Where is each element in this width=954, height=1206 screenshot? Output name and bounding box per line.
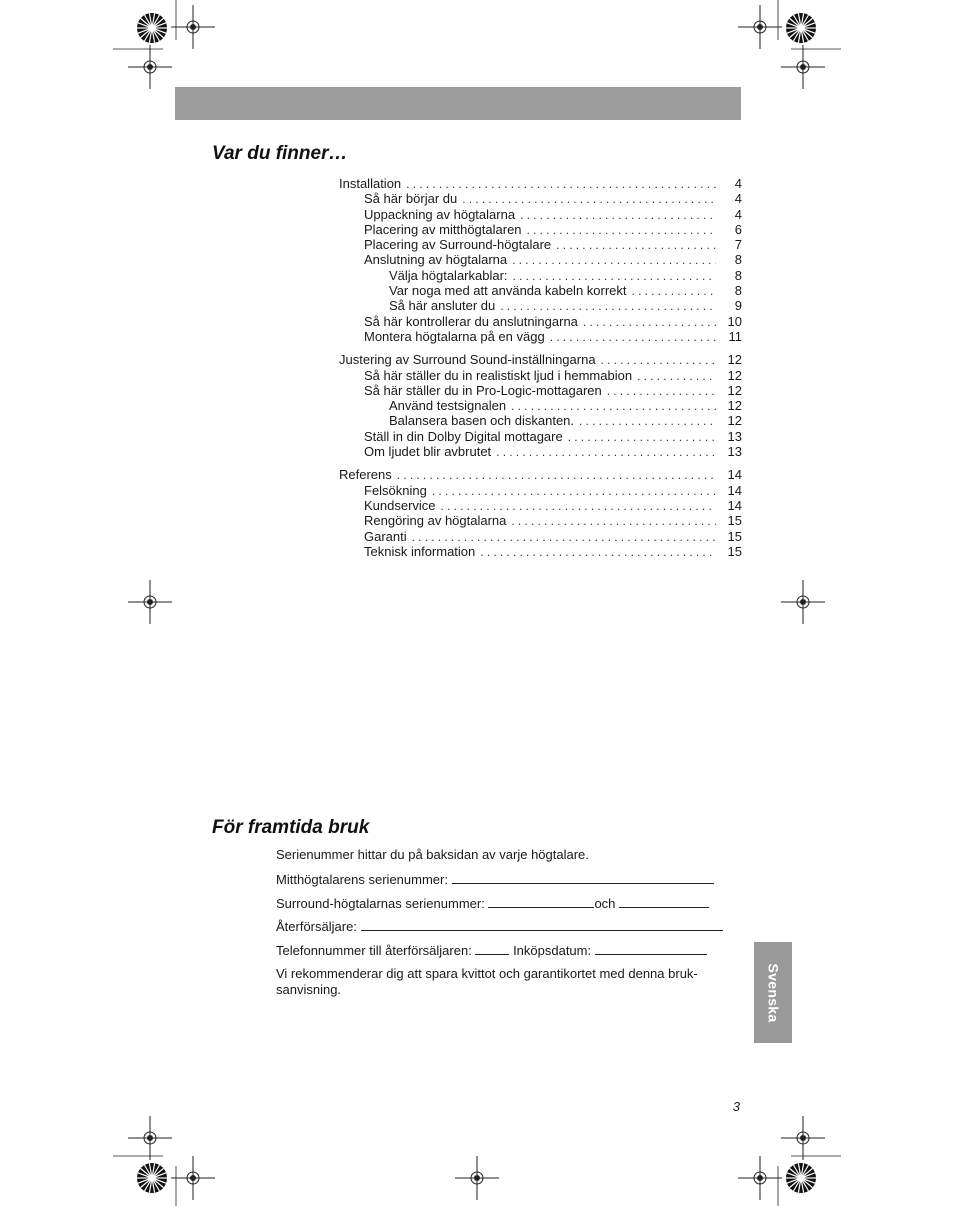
dealer-label: Återförsäljare: [276,919,357,934]
toc-entry-label: Installation [339,176,402,191]
toc-entry-label: Så här ansluter du [389,298,496,314]
toc-entry [339,529,742,544]
toc-entry-page: 14 [727,482,742,498]
toc-entry-label: Montera högtalarna på en vägg [364,328,545,344]
toc-entry-page: 10 [727,313,742,329]
toc-leader-dots [500,299,716,314]
toc-leader-dots [637,369,716,384]
toc-entry [339,383,742,398]
toc-entry-page: 7 [734,237,742,253]
toc-entry-page: 4 [734,206,742,222]
toc-entry [339,498,742,513]
toc-entry-label: Justering av Surround Sound-inställningarna [339,352,596,368]
surround-serial-blank-2[interactable] [619,895,709,908]
page-number: 3 [732,1099,740,1114]
registration-crosshair-icon [455,1156,499,1200]
toc-leader-dots [601,353,716,368]
toc-entry [339,368,742,383]
registration-starburst-icon [786,1163,816,1193]
toc-entry-label: Kundservice [364,497,436,513]
dealer-phone-blank[interactable] [475,942,509,955]
future-use-title: För framtida bruk [212,817,370,838]
toc-entry-label: Placering av mitthögtalaren [364,221,522,237]
surround-serial-and: och [594,896,616,911]
toc-entry-page: 8 [734,252,742,268]
toc-leader-dots [496,445,716,460]
dealer-blank[interactable] [361,918,723,931]
toc-entry [339,513,742,528]
center-serial-blank[interactable] [452,871,714,884]
toc-leader-dots [462,192,716,207]
toc-entry-page: 14 [727,467,742,483]
registration-crosshair-icon [781,45,825,89]
toc-entry-label: Om ljudet blir avbrutet [364,444,492,460]
toc-entry [339,467,742,482]
dealer-phone-label: Telefonnummer till återförsäljaren: [276,943,472,958]
toc-leader-dots [480,545,716,560]
purchase-date-label: Inköpsdatum: [513,943,592,958]
toc-entry-page: 12 [727,352,742,368]
toc-entry-label: Balansera basen och diskanten. [389,413,575,429]
toc-leader-dots [511,399,716,414]
toc-leader-dots [550,330,716,345]
table-of-contents [339,176,742,567]
dealer-phone-row [276,942,707,958]
registration-crosshair-icon [781,580,825,624]
toc-leader-dots [406,177,716,192]
toc-entry-page: 12 [727,413,742,429]
toc-leader-dots [556,238,716,253]
toc-entry [339,268,742,283]
toc-leader-dots [397,468,716,483]
toc-entry [339,283,742,298]
language-tab [754,942,792,1043]
toc-leader-dots [520,208,716,223]
toc-entry [339,252,742,267]
center-serial-row [276,871,714,887]
toc-leader-dots [568,430,716,445]
toc-entry-page: 12 [727,367,742,383]
toc-entry-page: 12 [727,398,742,414]
registration-crosshair-icon [171,5,215,49]
toc-entry-page: 4 [734,176,742,191]
toc-entry-label: Så här kontrollerar du anslutningarna [364,313,578,329]
surround-serial-row [276,895,709,911]
toc-entry [339,222,742,237]
toc-entry-label: Var noga med att använda kabeln korrekt [389,283,627,299]
toc-entry-page: 12 [727,382,742,398]
toc-entry [339,483,742,498]
toc-entry [339,298,742,313]
registration-crosshair-icon [128,580,172,624]
recommendation-text: Vi rekommenderar dig att spara kvittot och garantikortet med denna bruk-sanvisning. [276,966,698,997]
toc-entry-page: 13 [727,428,742,444]
toc-entry [339,444,742,459]
toc-entry-page: 14 [727,497,742,513]
toc-entry [339,413,742,428]
surround-serial-label: Surround-högtalarnas serienummer: [276,896,485,911]
toc-leader-dots [412,530,716,545]
serial-intro-text: Serienummer hittar du på baksidan av varje högtalare. [276,847,589,862]
registration-crosshair-icon [128,45,172,89]
toc-group [339,352,742,459]
toc-entry-label: Garanti [364,528,407,544]
toc-entry-page: 8 [734,267,742,283]
toc-entry-page: 8 [734,283,742,299]
center-serial-label: Mitthögtalarens serienummer: [276,872,448,887]
toc-entry-label: Uppackning av högtalarna [364,206,516,222]
registration-crosshair-icon [738,1156,782,1200]
toc-entry [339,191,742,206]
toc-entry [339,237,742,252]
toc-entry [339,398,742,413]
toc-group [339,176,742,344]
toc-entry-label: Anslutning av högtalarna [364,252,508,268]
toc-leader-dots [583,315,716,330]
toc-entry-label: Så här ställer du in Pro-Logic-mottagaren [364,382,602,398]
registration-crosshair-icon [171,1156,215,1200]
surround-serial-blank-1[interactable] [488,895,594,908]
toc-entry-page: 9 [734,298,742,314]
toc-leader-dots [441,499,716,514]
purchase-date-blank[interactable] [595,942,707,955]
toc-entry [339,544,742,559]
toc-entry-page: 15 [727,528,742,544]
registration-crosshair-icon [738,5,782,49]
registration-crosshair-icon [781,1116,825,1160]
toc-entry-label: Felsökning [364,482,427,498]
language-tab-label: Svenska [765,963,782,1022]
registration-crosshair-icon [128,1116,172,1160]
toc-entry-label: Referens [339,467,392,483]
toc-title: Var du finner… [212,143,348,164]
toc-entry [339,429,742,444]
registration-starburst-icon [786,13,816,43]
toc-leader-dots [527,223,716,238]
toc-leader-dots [511,514,716,529]
toc-entry-page: 13 [727,444,742,460]
toc-entry [339,352,742,367]
toc-entry-label: Så här ställer du in realistiskt ljud i hemmabion [364,367,633,383]
toc-leader-dots [632,284,716,299]
toc-leader-dots [512,253,716,268]
toc-entry-label: Teknisk information [364,543,476,559]
toc-entry-page: 15 [727,543,742,559]
registration-starburst-icon [137,1163,167,1193]
toc-entry-label: Välja högtalarkablar: [389,267,508,283]
toc-entry-label: Ställ in din Dolby Digital mottagare [364,428,563,444]
toc-entry [339,329,742,344]
registration-starburst-icon [137,13,167,43]
toc-entry-label: Placering av Surround-högtalare [364,237,552,253]
toc-entry-page: 11 [728,328,742,344]
toc-entry-page: 15 [727,513,742,529]
toc-entry-label: Rengöring av högtalarna [364,513,507,529]
toc-leader-dots [579,414,716,429]
toc-entry [339,176,742,191]
toc-entry [339,314,742,329]
toc-entry-page: 6 [734,221,742,237]
toc-entry-label: Använd testsignalen [389,398,507,414]
toc-leader-dots [432,484,716,499]
toc-entry-label: Så här börjar du [364,191,458,207]
header-bar [175,87,741,120]
dealer-row [276,918,723,934]
toc-entry-page: 4 [734,191,742,207]
toc-leader-dots [513,269,716,284]
toc-leader-dots [607,384,716,399]
toc-group [339,467,742,559]
toc-entry [339,207,742,222]
